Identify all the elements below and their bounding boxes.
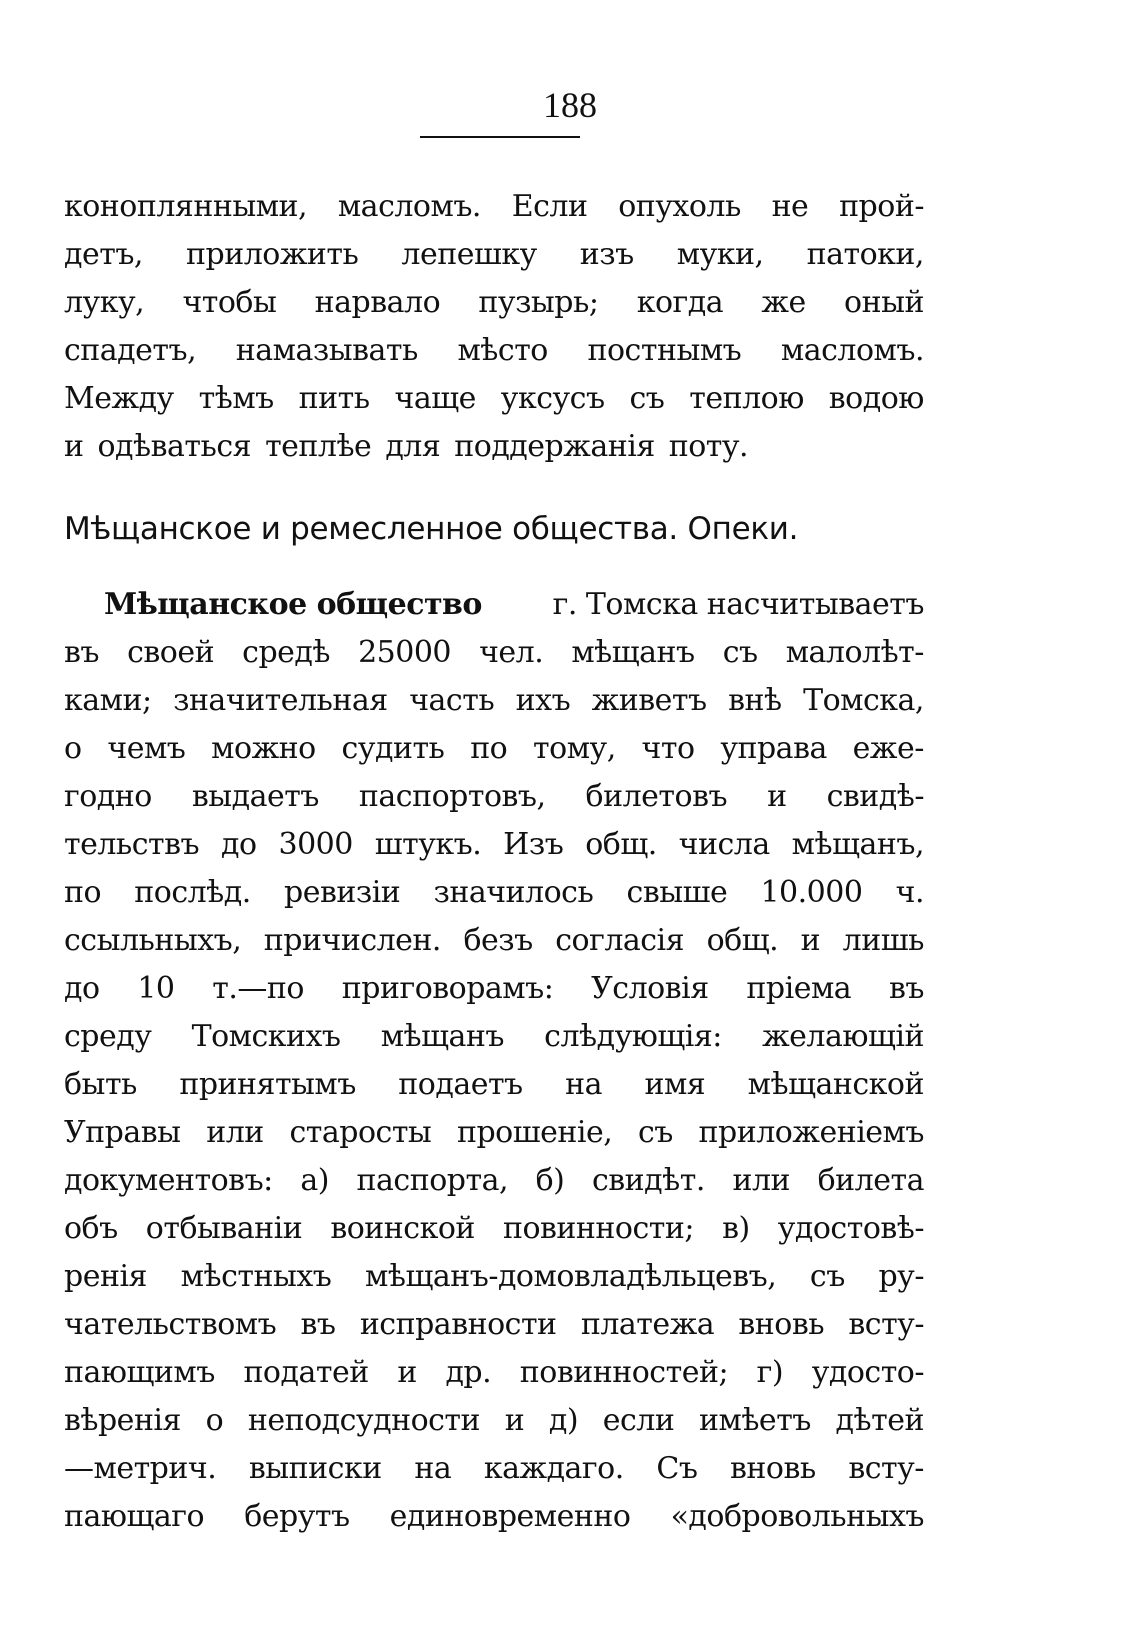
word: Томска,	[803, 683, 924, 718]
word: и	[800, 923, 821, 958]
word: единовременно	[389, 1499, 631, 1534]
word: Управы	[64, 1115, 181, 1150]
text-line	[64, 1349, 924, 1397]
word: намазывать	[235, 333, 418, 368]
word: послѣд.	[134, 875, 251, 910]
word: г)	[756, 1355, 784, 1390]
word: выписки	[248, 1451, 382, 1486]
word: желающій	[762, 1019, 924, 1054]
word: старосты	[289, 1115, 432, 1150]
word: и	[64, 429, 84, 464]
word: на	[565, 1067, 602, 1102]
word: всту-	[848, 1307, 924, 1342]
word: вновь	[738, 1307, 825, 1342]
word: приложить	[186, 237, 359, 272]
word: по	[470, 731, 508, 766]
word: тому,	[533, 731, 616, 766]
word: согласія	[555, 923, 685, 958]
paragraph-1	[64, 183, 924, 471]
page-number-rule	[420, 136, 580, 138]
word: теплѣе	[265, 429, 372, 464]
word: принятымъ	[179, 1067, 356, 1102]
word: Томскихъ	[191, 1019, 341, 1054]
text-line	[64, 677, 924, 725]
word: числа	[678, 827, 770, 862]
word: луку,	[64, 285, 145, 320]
word: всту-	[848, 1451, 924, 1486]
word: детъ,	[64, 237, 143, 272]
word: ч.	[895, 875, 924, 910]
word: Если	[511, 189, 588, 224]
word: пузырь;	[478, 285, 599, 320]
word: или	[206, 1115, 264, 1150]
word: пающимъ	[64, 1355, 215, 1390]
word: мѣсто	[457, 333, 548, 368]
word: др.	[445, 1355, 492, 1390]
word: Изъ	[503, 827, 564, 862]
lead-rest-phrase: г. Томска насчитываетъ	[552, 587, 924, 622]
text-line	[64, 1397, 924, 1445]
word: 3000	[278, 827, 353, 862]
text-line	[64, 821, 924, 869]
word: мѣщанской	[747, 1067, 924, 1102]
word: опухоль	[618, 189, 741, 224]
word: 10.000	[760, 875, 863, 910]
word: «добровольныхъ	[670, 1499, 924, 1534]
word: въ	[300, 1307, 336, 1342]
word: же	[761, 285, 806, 320]
word: уксусъ	[500, 381, 605, 416]
word: о	[205, 1403, 224, 1438]
word: —метрич.	[64, 1451, 217, 1486]
word: чемъ	[107, 731, 186, 766]
word: лишь	[842, 923, 924, 958]
word: берутъ	[244, 1499, 350, 1534]
word: на	[414, 1451, 452, 1486]
word: в)	[722, 1211, 750, 1246]
word: что	[641, 731, 695, 766]
word: съ	[809, 1259, 845, 1294]
word: среду	[64, 1019, 152, 1054]
text-line	[64, 1013, 924, 1061]
word: до	[64, 971, 100, 1006]
text-line	[64, 423, 924, 471]
text-line	[64, 1493, 924, 1541]
word: теплою	[689, 381, 804, 416]
word: ревизіи	[283, 875, 401, 910]
word: быть	[64, 1067, 137, 1102]
text-line	[64, 773, 924, 821]
word: когда	[636, 285, 724, 320]
word: своей	[127, 635, 215, 670]
word: значилось	[433, 875, 594, 910]
word: и	[504, 1403, 525, 1438]
word: муки,	[676, 237, 764, 272]
word: если	[602, 1403, 675, 1438]
word: причислен.	[263, 923, 441, 958]
lead-bold-phrase: Мѣщанское общество	[104, 587, 482, 622]
word: въ	[888, 971, 924, 1006]
word: мѣщанъ	[571, 635, 695, 670]
word: Между	[64, 381, 174, 416]
word: а)	[300, 1163, 329, 1198]
word: безъ	[463, 923, 533, 958]
word: малолѣт-	[785, 635, 924, 670]
text-line	[64, 375, 924, 423]
word: патоки,	[806, 237, 924, 272]
word: оный	[844, 285, 924, 320]
word: пающаго	[64, 1499, 205, 1534]
word: ру-	[878, 1259, 924, 1294]
word: и	[767, 779, 787, 814]
word: ихъ	[515, 683, 571, 718]
text-line	[64, 629, 924, 677]
word: средѣ	[242, 635, 330, 670]
word: имя	[644, 1067, 706, 1102]
word: штукъ.	[374, 827, 482, 862]
word: тѣмъ	[198, 381, 274, 416]
word: водою	[828, 381, 924, 416]
word: значительная	[173, 683, 388, 718]
word: свидѣ-	[826, 779, 924, 814]
word: т.—по	[212, 971, 304, 1006]
word: повинности;	[502, 1211, 694, 1246]
text-line	[64, 1445, 924, 1493]
word: изъ	[579, 237, 634, 272]
paragraph-2	[64, 581, 924, 1541]
word: приговорамъ:	[341, 971, 554, 1006]
word: до	[221, 827, 257, 862]
word: имѣетъ	[699, 1403, 811, 1438]
text-line	[64, 581, 924, 629]
page-number: 188	[543, 85, 597, 125]
word: Съ	[656, 1451, 698, 1486]
word: исправности	[359, 1307, 557, 1342]
word: въ	[64, 635, 99, 670]
word: Условія	[591, 971, 709, 1006]
word: паспорта,	[356, 1163, 509, 1198]
word: или	[732, 1163, 791, 1198]
text-line	[64, 869, 924, 917]
word: чтобы	[182, 285, 277, 320]
text-line	[64, 1253, 924, 1301]
word: съ	[637, 1115, 673, 1150]
word: еже-	[852, 731, 924, 766]
word: и	[397, 1355, 417, 1390]
word: для	[385, 429, 441, 464]
word: прошеніе,	[456, 1115, 613, 1150]
text-line	[64, 1157, 924, 1205]
word: отбываніи	[145, 1211, 303, 1246]
word: подаетъ	[398, 1067, 523, 1102]
word: управа	[720, 731, 827, 766]
text-line	[64, 1205, 924, 1253]
word: слѣдующія:	[544, 1019, 722, 1054]
section-heading: Мѣщанское и ремесленное общества. Опеки.	[64, 511, 799, 547]
word: годно	[64, 779, 152, 814]
word: можно	[211, 731, 316, 766]
word: съ	[722, 635, 758, 670]
word: чательствомъ	[64, 1307, 277, 1342]
word: съ	[629, 381, 665, 416]
word: тельствъ	[64, 827, 200, 862]
word: 10	[137, 971, 175, 1006]
word: общ.	[585, 827, 657, 862]
text-line	[64, 1061, 924, 1109]
word: мѣщанъ,	[791, 827, 924, 862]
word: пить	[298, 381, 370, 416]
word: удостовѣ-	[777, 1211, 924, 1246]
word: удосто-	[811, 1355, 924, 1390]
text-line	[64, 1301, 924, 1349]
word: пріема	[746, 971, 852, 1006]
word: податей	[243, 1355, 369, 1390]
word: объ	[64, 1211, 118, 1246]
word: судить	[341, 731, 445, 766]
word: паспортовъ,	[358, 779, 546, 814]
word: лепешку	[401, 237, 537, 272]
word: масломъ.	[337, 189, 481, 224]
word: приложеніемъ	[698, 1115, 924, 1150]
word: одѣваться	[97, 429, 252, 464]
word: не	[771, 189, 809, 224]
word: масломъ.	[780, 333, 924, 368]
text-line	[64, 279, 924, 327]
word: по	[64, 875, 102, 910]
word: б)	[535, 1163, 565, 1198]
word: поту.	[668, 429, 749, 464]
word: 25000	[358, 635, 451, 670]
word: мѣстныхъ	[180, 1259, 332, 1294]
word: каждаго.	[483, 1451, 624, 1486]
word: повинностей;	[519, 1355, 729, 1390]
word: внѣ	[728, 683, 782, 718]
word: чаще	[394, 381, 476, 416]
word: ками;	[64, 683, 152, 718]
word: постнымъ	[587, 333, 742, 368]
word: билетовъ	[585, 779, 728, 814]
word: живетъ	[591, 683, 707, 718]
word: ренія	[64, 1259, 147, 1294]
word: ссыльныхъ,	[64, 923, 242, 958]
text-line	[64, 231, 924, 279]
text-line	[64, 327, 924, 375]
word: билета	[817, 1163, 924, 1198]
text-line	[64, 917, 924, 965]
word: свидѣт.	[591, 1163, 705, 1198]
word: вновь	[730, 1451, 816, 1486]
word: вѣренія	[64, 1403, 181, 1438]
word: прой-	[839, 189, 924, 224]
word: документовъ:	[64, 1163, 273, 1198]
word: воинской	[330, 1211, 475, 1246]
word: поддержанія	[454, 429, 655, 464]
word: неподсудности	[247, 1403, 481, 1438]
word: мѣщанъ-домовладѣльцевъ,	[365, 1259, 777, 1294]
text-line	[64, 1109, 924, 1157]
text-line	[64, 183, 924, 231]
word: платежа	[580, 1307, 715, 1342]
word: д)	[548, 1403, 579, 1438]
word: выдаетъ	[191, 779, 319, 814]
word: чел.	[479, 635, 544, 670]
word: коноплянными,	[64, 189, 308, 224]
word: часть	[409, 683, 495, 718]
text-line	[64, 725, 924, 773]
word: о	[64, 731, 82, 766]
word: мѣщанъ	[380, 1019, 504, 1054]
word: нарвало	[314, 285, 441, 320]
word: спадетъ,	[64, 333, 197, 368]
word: дѣтей	[835, 1403, 924, 1438]
text-line	[64, 965, 924, 1013]
word: общ.	[706, 923, 779, 958]
word: свыше	[626, 875, 728, 910]
